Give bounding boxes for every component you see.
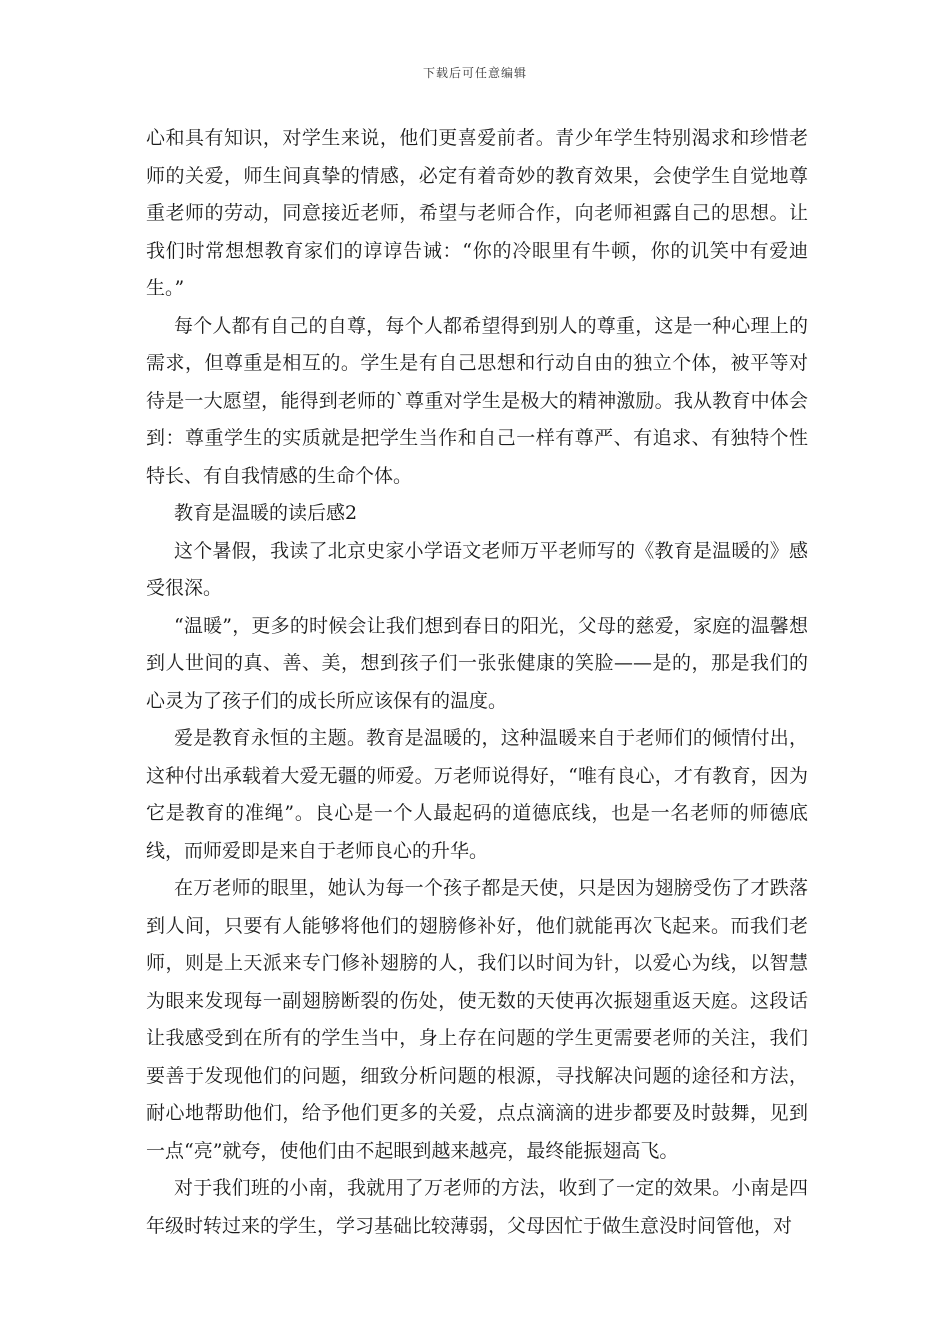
- section-heading: 教育是温暖的读后感2: [174, 502, 358, 524]
- paragraph-angels: 在万老师的眼里，她认为每一个孩子都是天使，只是因为翅膀受伤了才跌落到人间，只要有人能够将他们的翅膀修补好，他们就能再次飞起来。而我们老师，则是上天派来专门修补翅膀的人，我们以时间为针，以爱心为线，以智慧为眼来发现每一副翅膀断裂的伤处，使无数的天使再次振翅重返天庭。这段话让我感受到在所有的学生当中，身上存在问题的学生更需要老师的关注，我们要善于发现他们的问题，细致分析问题的根源，寻找解决问题的途径和方法，耐心地帮助他们，给予他们更多的关爱，点点滴滴的进步都要及时鼓舞，见到一点“亮”就夸，使他们由不起眼到越来越亮，最终能振翅高飞。: [146, 877, 808, 1162]
- paragraph-respect: 每个人都有自己的自尊，每个人都希望得到别人的尊重，这是一种心理上的需求，但尊重是相互的。学生是有自己思想和行动自由的独立个体，被平等对待是一大愿望，能得到老师的`尊重对学生是极大的精神激励。我从教育中体会到：尊重学生的实质就是把学生当作和自己一样有尊严、有追求、有独特个性特长、有自我情感的生命个体。: [146, 314, 808, 487]
- paragraph-xiaonan: 对于我们班的小南，我就用了万老师的方法，收到了一定的效果。小南是四年级时转过来的学生，学习基础比较薄弱，父母因忙于做生意没时间管他，对: [146, 1177, 808, 1237]
- paragraph-summer-reading: 这个暑假，我读了北京史家小学语文老师万平老师写的《教育是温暖的》感受很深。: [146, 539, 808, 599]
- document-body: [146, 120, 808, 1245]
- page-header: 下载后可任意编辑: [422, 66, 527, 80]
- paragraph-continuation: 心和具有知识，对学生来说，他们更喜爱前者。青少年学生特别渴求和珍惜老师的关爱，师生间真挚的情感，必定有着奇妙的教育效果，会使学生自觉地尊重老师的劳动，同意接近老师，希望与老师合作，向老师袒露自己的思想。让我们时常想想教育家们的谆谆告诫：“你的冷眼里有牛顿，你的讥笑中有爱迪生。”: [146, 127, 808, 299]
- paragraph-love-theme: 爱是教育永恒的主题。教育是温暖的，这种温暖来自于老师们的倾情付出，这种付出承载着大爱无疆的师爱。万老师说得好，“唯有良心，才有教育，因为它是教育的准绳”。良心是一个人最起码的道德底线，也是一名老师的师德底线，而师爱即是来自于老师良心的升华。: [146, 727, 808, 862]
- paragraph-warmth: “温暖”，更多的时候会让我们想到春日的阳光，父母的慈爱，家庭的温馨想到人世间的真、善、美，想到孩子们一张张健康的笑脸——是的，那是我们的心灵为了孩子们的成长所应该保有的温度。: [146, 614, 808, 712]
